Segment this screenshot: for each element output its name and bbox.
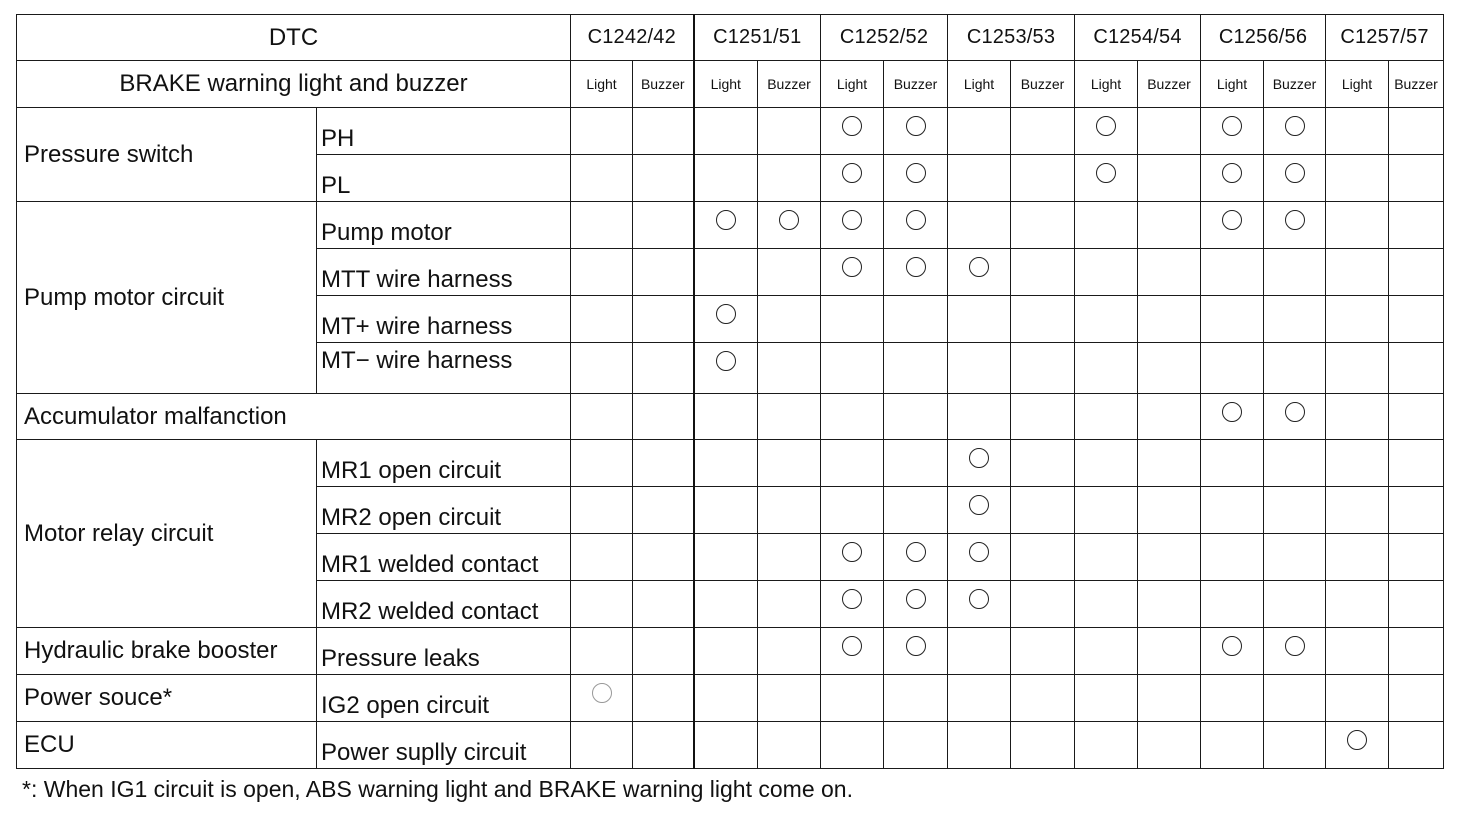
- buzzer-cell: [1011, 394, 1075, 440]
- buzzer-cell: [758, 440, 821, 487]
- table-row: [17, 108, 1444, 155]
- light-cell: [1075, 581, 1138, 628]
- circle-mark-icon: [1285, 636, 1305, 656]
- circle-mark-icon: [969, 448, 989, 468]
- buzzer-cell: [633, 108, 694, 155]
- buzzer-cell: [758, 628, 821, 675]
- buzzer-cell: [884, 534, 948, 581]
- circle-mark-icon: [906, 542, 926, 562]
- circle-mark-icon: [779, 210, 799, 230]
- light-cell: [571, 108, 633, 155]
- buzzer-cell: [1264, 581, 1326, 628]
- light-cell: [821, 296, 884, 343]
- light-cell: [1201, 487, 1264, 534]
- circle-mark-icon: [842, 636, 862, 656]
- buzzer-cell: [1011, 343, 1075, 394]
- light-cell: [1201, 155, 1264, 202]
- buzzer-cell: [633, 628, 694, 675]
- circle-mark-icon: [906, 163, 926, 183]
- buzzer-cell: [1138, 343, 1201, 394]
- light-cell: [1075, 440, 1138, 487]
- circle-mark-icon: [1347, 730, 1367, 750]
- code-header: C1256/56: [1201, 15, 1326, 61]
- buzzer-cell: [884, 628, 948, 675]
- light-cell: [1075, 155, 1138, 202]
- light-cell: [1201, 202, 1264, 249]
- buzzer-cell: [884, 440, 948, 487]
- buzzer-cell: [1138, 296, 1201, 343]
- light-cell: [1201, 343, 1264, 394]
- light-cell: [948, 675, 1011, 722]
- buzzer-cell: [1138, 534, 1201, 581]
- buzzer-cell: [1138, 249, 1201, 296]
- buzzer-cell: [1264, 440, 1326, 487]
- light-cell: [821, 675, 884, 722]
- light-cell: [1326, 202, 1389, 249]
- light-cell: [694, 202, 758, 249]
- buzzer-cell: [1011, 581, 1075, 628]
- circle-mark-icon: [842, 257, 862, 277]
- circle-mark-icon: [969, 257, 989, 277]
- table-row: [17, 440, 1444, 487]
- circle-mark-icon: [1285, 163, 1305, 183]
- row-label: MR2 welded contact: [317, 581, 571, 628]
- light-cell: [571, 343, 633, 394]
- buzzer-cell: [884, 722, 948, 769]
- row-label: Pump motor: [317, 202, 571, 249]
- buzzer-cell: [633, 487, 694, 534]
- light-cell: [821, 249, 884, 296]
- category-motor-relay-circuit: Motor relay circuit: [17, 440, 317, 628]
- code-header: C1252/52: [821, 15, 948, 61]
- buzzer-cell: [1138, 202, 1201, 249]
- buzzer-cell: [1138, 487, 1201, 534]
- code-header: C1257/57: [1326, 15, 1444, 61]
- light-cell: [1326, 722, 1389, 769]
- light-cell: [948, 534, 1011, 581]
- light-cell: [1201, 581, 1264, 628]
- light-cell: [821, 108, 884, 155]
- buzzer-cell: [1264, 675, 1326, 722]
- code-header: C1251/51: [694, 15, 821, 61]
- header-row-dtc: [17, 15, 1444, 61]
- circle-mark-icon: [1222, 402, 1242, 422]
- buzzer-cell: [758, 343, 821, 394]
- light-cell: [1326, 343, 1389, 394]
- buzzer-cell: [884, 108, 948, 155]
- header-row-light-buzzer: [17, 61, 1444, 108]
- buzzer-cell: [1389, 628, 1444, 675]
- buzzer-cell: [758, 487, 821, 534]
- light-cell: [1075, 487, 1138, 534]
- circle-mark-icon: [1285, 116, 1305, 136]
- circle-mark-icon: [842, 210, 862, 230]
- buzzer-cell: [633, 202, 694, 249]
- buzzer-cell: [1389, 155, 1444, 202]
- light-subheader: Light: [1075, 61, 1138, 108]
- row-label: PH: [317, 108, 571, 155]
- buzzer-cell: [758, 296, 821, 343]
- light-cell: [948, 628, 1011, 675]
- buzzer-cell: [1138, 722, 1201, 769]
- light-cell: [1075, 343, 1138, 394]
- light-cell: [571, 675, 633, 722]
- circle-mark-icon: [906, 210, 926, 230]
- buzzer-cell: [758, 155, 821, 202]
- category-pump-motor-circuit: Pump motor circuit: [17, 202, 317, 394]
- buzzer-cell: [1389, 534, 1444, 581]
- row-label: MR1 welded contact: [317, 534, 571, 581]
- light-cell: [571, 581, 633, 628]
- buzzer-subheader: Buzzer: [633, 61, 694, 108]
- buzzer-cell: [758, 108, 821, 155]
- footnote: *: When IG1 circuit is open, ABS warning light and BRAKE warning light come on.: [22, 776, 853, 802]
- buzzer-cell: [633, 394, 694, 440]
- light-subheader: Light: [1201, 61, 1264, 108]
- category-accumulator: Accumulator malfanction: [17, 394, 571, 440]
- warning-header: BRAKE warning light and buzzer: [17, 61, 571, 108]
- row-label: PL: [317, 155, 571, 202]
- buzzer-cell: [1264, 394, 1326, 440]
- buzzer-cell: [758, 202, 821, 249]
- light-cell: [571, 487, 633, 534]
- light-cell: [1201, 394, 1264, 440]
- buzzer-cell: [1138, 155, 1201, 202]
- circle-mark-icon: [1222, 636, 1242, 656]
- buzzer-cell: [884, 155, 948, 202]
- buzzer-cell: [1264, 722, 1326, 769]
- light-cell: [821, 581, 884, 628]
- circle-mark-icon: [906, 589, 926, 609]
- light-cell: [1326, 581, 1389, 628]
- light-cell: [1326, 394, 1389, 440]
- light-cell: [821, 534, 884, 581]
- row-label: MT− wire harness: [317, 343, 571, 394]
- table-row: [17, 394, 1444, 440]
- buzzer-cell: [1011, 249, 1075, 296]
- buzzer-subheader: Buzzer: [1389, 61, 1444, 108]
- buzzer-cell: [884, 581, 948, 628]
- code-header: C1253/53: [948, 15, 1075, 61]
- light-cell: [1201, 108, 1264, 155]
- light-cell: [571, 394, 633, 440]
- row-label: MT+ wire harness: [317, 296, 571, 343]
- light-cell: [694, 487, 758, 534]
- row-label: MR2 open circuit: [317, 487, 571, 534]
- buzzer-cell: [1138, 108, 1201, 155]
- light-cell: [694, 675, 758, 722]
- light-cell: [948, 296, 1011, 343]
- light-cell: [1075, 722, 1138, 769]
- buzzer-cell: [884, 675, 948, 722]
- light-cell: [821, 202, 884, 249]
- code-header: C1242/42: [571, 15, 694, 61]
- light-cell: [694, 722, 758, 769]
- buzzer-cell: [1389, 581, 1444, 628]
- buzzer-cell: [633, 581, 694, 628]
- circle-mark-icon: [1222, 210, 1242, 230]
- buzzer-cell: [884, 296, 948, 343]
- buzzer-subheader: Buzzer: [1011, 61, 1075, 108]
- buzzer-cell: [1011, 155, 1075, 202]
- light-cell: [694, 343, 758, 394]
- light-cell: [694, 296, 758, 343]
- light-cell: [821, 628, 884, 675]
- light-cell: [948, 440, 1011, 487]
- light-cell: [821, 155, 884, 202]
- row-label: MTT wire harness: [317, 249, 571, 296]
- buzzer-cell: [884, 202, 948, 249]
- light-cell: [571, 628, 633, 675]
- light-cell: [948, 343, 1011, 394]
- circle-mark-icon: [716, 304, 736, 324]
- circle-mark-icon: [1285, 402, 1305, 422]
- light-cell: [1326, 440, 1389, 487]
- circle-mark-icon: [842, 589, 862, 609]
- light-cell: [1201, 722, 1264, 769]
- buzzer-cell: [1011, 675, 1075, 722]
- light-cell: [948, 155, 1011, 202]
- buzzer-cell: [1264, 108, 1326, 155]
- code-header: C1254/54: [1075, 15, 1201, 61]
- light-cell: [1075, 675, 1138, 722]
- circle-mark-icon: [1096, 163, 1116, 183]
- buzzer-cell: [1011, 722, 1075, 769]
- circle-mark-icon: [592, 683, 612, 703]
- light-cell: [571, 249, 633, 296]
- light-cell: [571, 534, 633, 581]
- buzzer-cell: [758, 394, 821, 440]
- buzzer-cell: [884, 249, 948, 296]
- buzzer-cell: [1011, 296, 1075, 343]
- light-cell: [694, 249, 758, 296]
- buzzer-cell: [1011, 202, 1075, 249]
- buzzer-cell: [1389, 394, 1444, 440]
- buzzer-cell: [758, 722, 821, 769]
- buzzer-cell: [1389, 675, 1444, 722]
- buzzer-cell: [1264, 296, 1326, 343]
- circle-mark-icon: [1096, 116, 1116, 136]
- light-cell: [694, 581, 758, 628]
- light-cell: [1201, 628, 1264, 675]
- buzzer-cell: [1138, 628, 1201, 675]
- buzzer-cell: [1264, 487, 1326, 534]
- light-cell: [1201, 675, 1264, 722]
- light-cell: [571, 155, 633, 202]
- light-cell: [571, 296, 633, 343]
- circle-mark-icon: [969, 495, 989, 515]
- buzzer-cell: [884, 394, 948, 440]
- light-cell: [571, 202, 633, 249]
- buzzer-cell: [1264, 249, 1326, 296]
- buzzer-cell: [1264, 155, 1326, 202]
- buzzer-cell: [1011, 487, 1075, 534]
- buzzer-cell: [1011, 440, 1075, 487]
- light-cell: [694, 108, 758, 155]
- buzzer-cell: [1011, 534, 1075, 581]
- light-cell: [1326, 249, 1389, 296]
- buzzer-cell: [1389, 487, 1444, 534]
- light-cell: [1201, 534, 1264, 581]
- light-cell: [694, 394, 758, 440]
- circle-mark-icon: [842, 542, 862, 562]
- buzzer-cell: [633, 155, 694, 202]
- buzzer-cell: [1389, 440, 1444, 487]
- light-cell: [1201, 249, 1264, 296]
- buzzer-cell: [758, 675, 821, 722]
- buzzer-cell: [633, 440, 694, 487]
- row-label: Pressure leaks: [317, 628, 571, 675]
- circle-mark-icon: [906, 636, 926, 656]
- buzzer-cell: [1389, 722, 1444, 769]
- light-cell: [1326, 108, 1389, 155]
- circle-mark-icon: [1285, 210, 1305, 230]
- buzzer-cell: [633, 343, 694, 394]
- light-cell: [1326, 675, 1389, 722]
- circle-mark-icon: [716, 210, 736, 230]
- light-cell: [821, 440, 884, 487]
- light-subheader: Light: [694, 61, 758, 108]
- buzzer-cell: [633, 722, 694, 769]
- light-cell: [1075, 296, 1138, 343]
- light-cell: [1326, 534, 1389, 581]
- buzzer-cell: [1138, 394, 1201, 440]
- light-cell: [948, 722, 1011, 769]
- table-row: [17, 722, 1444, 769]
- light-cell: [948, 202, 1011, 249]
- buzzer-cell: [758, 534, 821, 581]
- buzzer-subheader: Buzzer: [1264, 61, 1326, 108]
- light-cell: [694, 440, 758, 487]
- row-label: IG2 open circuit: [317, 675, 571, 722]
- buzzer-cell: [758, 581, 821, 628]
- buzzer-subheader: Buzzer: [884, 61, 948, 108]
- light-cell: [571, 722, 633, 769]
- light-cell: [821, 487, 884, 534]
- light-cell: [1201, 296, 1264, 343]
- light-cell: [1075, 108, 1138, 155]
- circle-mark-icon: [969, 589, 989, 609]
- buzzer-cell: [1389, 296, 1444, 343]
- light-cell: [1326, 487, 1389, 534]
- circle-mark-icon: [906, 257, 926, 277]
- buzzer-cell: [633, 249, 694, 296]
- light-cell: [821, 722, 884, 769]
- light-cell: [1075, 249, 1138, 296]
- light-cell: [1075, 202, 1138, 249]
- circle-mark-icon: [906, 116, 926, 136]
- table-row: [17, 675, 1444, 722]
- buzzer-cell: [633, 534, 694, 581]
- buzzer-cell: [1138, 581, 1201, 628]
- buzzer-cell: [1264, 202, 1326, 249]
- light-cell: [694, 534, 758, 581]
- light-cell: [1326, 628, 1389, 675]
- light-cell: [821, 394, 884, 440]
- row-label: MR1 open circuit: [317, 440, 571, 487]
- light-cell: [948, 108, 1011, 155]
- light-cell: [694, 628, 758, 675]
- light-cell: [948, 249, 1011, 296]
- circle-mark-icon: [842, 116, 862, 136]
- buzzer-cell: [1011, 108, 1075, 155]
- category-hydraulic-brake-booster: Hydraulic brake booster: [17, 628, 317, 675]
- light-subheader: Light: [571, 61, 633, 108]
- table-row: [17, 628, 1444, 675]
- light-cell: [1326, 155, 1389, 202]
- buzzer-cell: [884, 487, 948, 534]
- light-cell: [948, 487, 1011, 534]
- category-pressure-switch: Pressure switch: [17, 108, 317, 202]
- category-ecu: ECU: [17, 722, 317, 769]
- circle-mark-icon: [842, 163, 862, 183]
- buzzer-cell: [633, 675, 694, 722]
- buzzer-cell: [1389, 202, 1444, 249]
- buzzer-cell: [1264, 534, 1326, 581]
- buzzer-cell: [1264, 628, 1326, 675]
- buzzer-cell: [758, 249, 821, 296]
- row-label: Power suplly circuit: [317, 722, 571, 769]
- buzzer-subheader: Buzzer: [758, 61, 821, 108]
- light-cell: [1075, 394, 1138, 440]
- light-cell: [571, 440, 633, 487]
- buzzer-cell: [884, 343, 948, 394]
- circle-mark-icon: [1222, 163, 1242, 183]
- light-cell: [1075, 628, 1138, 675]
- dtc-header: DTC: [17, 15, 571, 61]
- buzzer-cell: [1389, 249, 1444, 296]
- light-subheader: Light: [1326, 61, 1389, 108]
- circle-mark-icon: [969, 542, 989, 562]
- category-power-source: Power souce*: [17, 675, 317, 722]
- light-cell: [1075, 534, 1138, 581]
- light-cell: [1201, 440, 1264, 487]
- buzzer-cell: [1138, 440, 1201, 487]
- light-subheader: Light: [821, 61, 884, 108]
- dtc-matrix-table: [16, 14, 1444, 769]
- circle-mark-icon: [1222, 116, 1242, 136]
- light-cell: [948, 394, 1011, 440]
- buzzer-cell: [1138, 675, 1201, 722]
- table-row: [17, 202, 1444, 249]
- buzzer-cell: [633, 296, 694, 343]
- light-cell: [948, 581, 1011, 628]
- light-cell: [821, 343, 884, 394]
- circle-mark-icon: [716, 351, 736, 371]
- buzzer-subheader: Buzzer: [1138, 61, 1201, 108]
- light-cell: [1326, 296, 1389, 343]
- light-subheader: Light: [948, 61, 1011, 108]
- buzzer-cell: [1011, 628, 1075, 675]
- light-cell: [694, 155, 758, 202]
- buzzer-cell: [1389, 108, 1444, 155]
- buzzer-cell: [1389, 343, 1444, 394]
- buzzer-cell: [1264, 343, 1326, 394]
